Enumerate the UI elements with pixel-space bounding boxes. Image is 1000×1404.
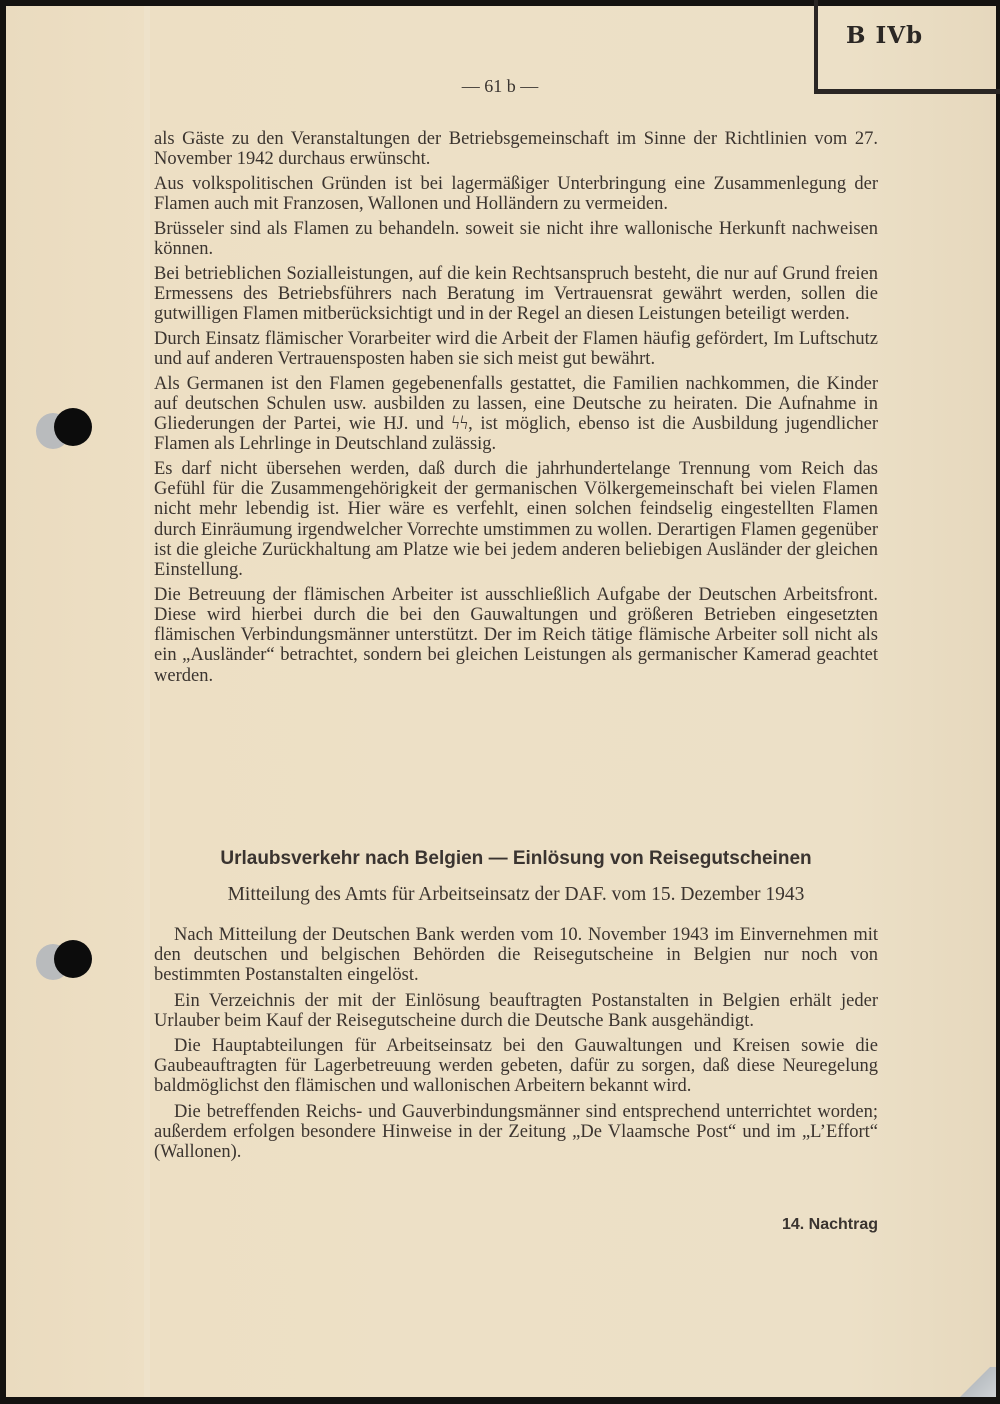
paragraph: Aus volkspolitischen Gründen ist bei lagermäßiger Unterbringung eine Zusammenlegung der Flamen auch mit Franzosen, Wallonen und Holländern zu vermeiden. (154, 173, 878, 215)
supplement-label: 14. Nachtrag (781, 1216, 878, 1233)
paragraph: Brüsseler sind als Flamen zu behandeln. soweit sie nicht ihre wallonische Herkunft nachweisen können. (154, 218, 878, 260)
paragraph: als Gäste zu den Veranstaltungen der Betriebsgemeinschaft im Sinne der Richtlinien vom 27. November 1942 durchaus erwünscht. (154, 129, 878, 170)
section-code: B IVb (846, 22, 924, 49)
section-subtitle: Mitteilung des Amts für Arbeitseinsatz der DAF. vom 15. Dezember 1943 (227, 884, 805, 905)
paragraph: Als Germanen ist den Flamen gegebenenfalls gestattet, die Familien nachkommen, die Kinder auf deutschen Schulen usw. ausbilden zu lassen, eine Deutsche zu heiraten. Die Aufnahme in Gliederungen der Partei, wie HJ. und ϟϟ, ist möglich, ebenso ist die Ausbildung jugendlicher Flamen als Lehrlinge in Deutschland zulässig. (154, 373, 878, 455)
body-text-section2 (154, 925, 878, 1167)
body-text-part1 (154, 129, 878, 690)
paragraph: Die betreffenden Reichs- und Gauverbindungsmänner sind entsprechend unterrichtet worden; außerdem erfolgen besondere Hinweise in der Zeitung „De Vlaamsche Post“ und im „L’Effort“ (Wallonen). (154, 1101, 878, 1163)
torn-corner (960, 1367, 996, 1397)
section-title: Urlaubsverkehr nach Belgien — Einlösung von Reisegutscheinen (220, 848, 812, 869)
paragraph: Es darf nicht übersehen werden, daß durch die jahrhundertelange Trennung vom Reich das Gefühl für die Zusammengehörigkeit der germanischen Völkergemeinschaft bei vielen Flamen nicht mehr lebendig ist. Hier wäre es verfehlt, einen solchen feindselig eingestellten Flamen durch Einräumung irgendwelcher Vorrechte umstimmen zu wollen. Derartigen Flamen gegenüber ist die gleiche Zurückhaltung am Platze wie bei jedem anderen beliebigen Ausländer der gleichen Einstellung. (154, 459, 878, 581)
paragraph: Durch Einsatz flämischer Vorarbeiter wird die Arbeit der Flamen häufig gefördert, Im Luftschutz und auf anderen Vertrauensposten haben sie sich meist gut bewährt. (154, 328, 878, 370)
paragraph: Ein Verzeichnis der mit der Einlösung beauftragten Postanstalten in Belgien erhält jeder Urlauber beim Kauf der Reisegutscheine durch die Deutsche Bank ausgehändigt. (154, 990, 878, 1031)
paragraph: Die Hauptabteilungen für Arbeitseinsatz bei den Gauwaltungen und Kreisen sowie die Gaubeauftragten für Lagerbetreuung werden gebeten, dafür zu sorgen, daß diese Neuregelung baldmöglichst den flämischen und wallonischen Arbeitern bekannt wird. (154, 1036, 878, 1097)
punch-hole-icon-2 (54, 940, 92, 978)
paragraph: Bei betrieblichen Sozialleistungen, auf die kein Rechtsanspruch besteht, die nur auf Grund freien Ermessens des Betriebsführers nach Beratung im Vertrauensrat gewährt werden, sollen die gutwilligen Flamen mitberücksichtigt und in der Regel an diesen Leistungen beteiligt werden. (154, 263, 878, 325)
punch-hole-icon-1 (54, 408, 92, 446)
page-number: — 61 b — (461, 76, 539, 96)
paper-fold (144, 6, 150, 1397)
paragraph: Die Betreuung der flämischen Arbeiter ist ausschließlich Aufgabe der Deutschen Arbeitsfront. Diese wird hierbei durch die bei den Gauwaltungen und größeren Betrieben eingesetzten flämischen Verbindungsmänner unterstützt. Der im Reich tätige flämische Arbeiter soll nicht als ein „Ausländer“ betrachtet, sondern bei gleichen Leistungen als germanischer Kamerad geachtet werden. (154, 584, 878, 686)
paragraph: Nach Mitteilung der Deutschen Bank werden vom 10. November 1943 im Einvernehmen mit den deutschen und belgischen Behörden die Reisegutscheine in Belgien nur noch von bestimmten Postanstalten eingelöst. (154, 925, 878, 986)
